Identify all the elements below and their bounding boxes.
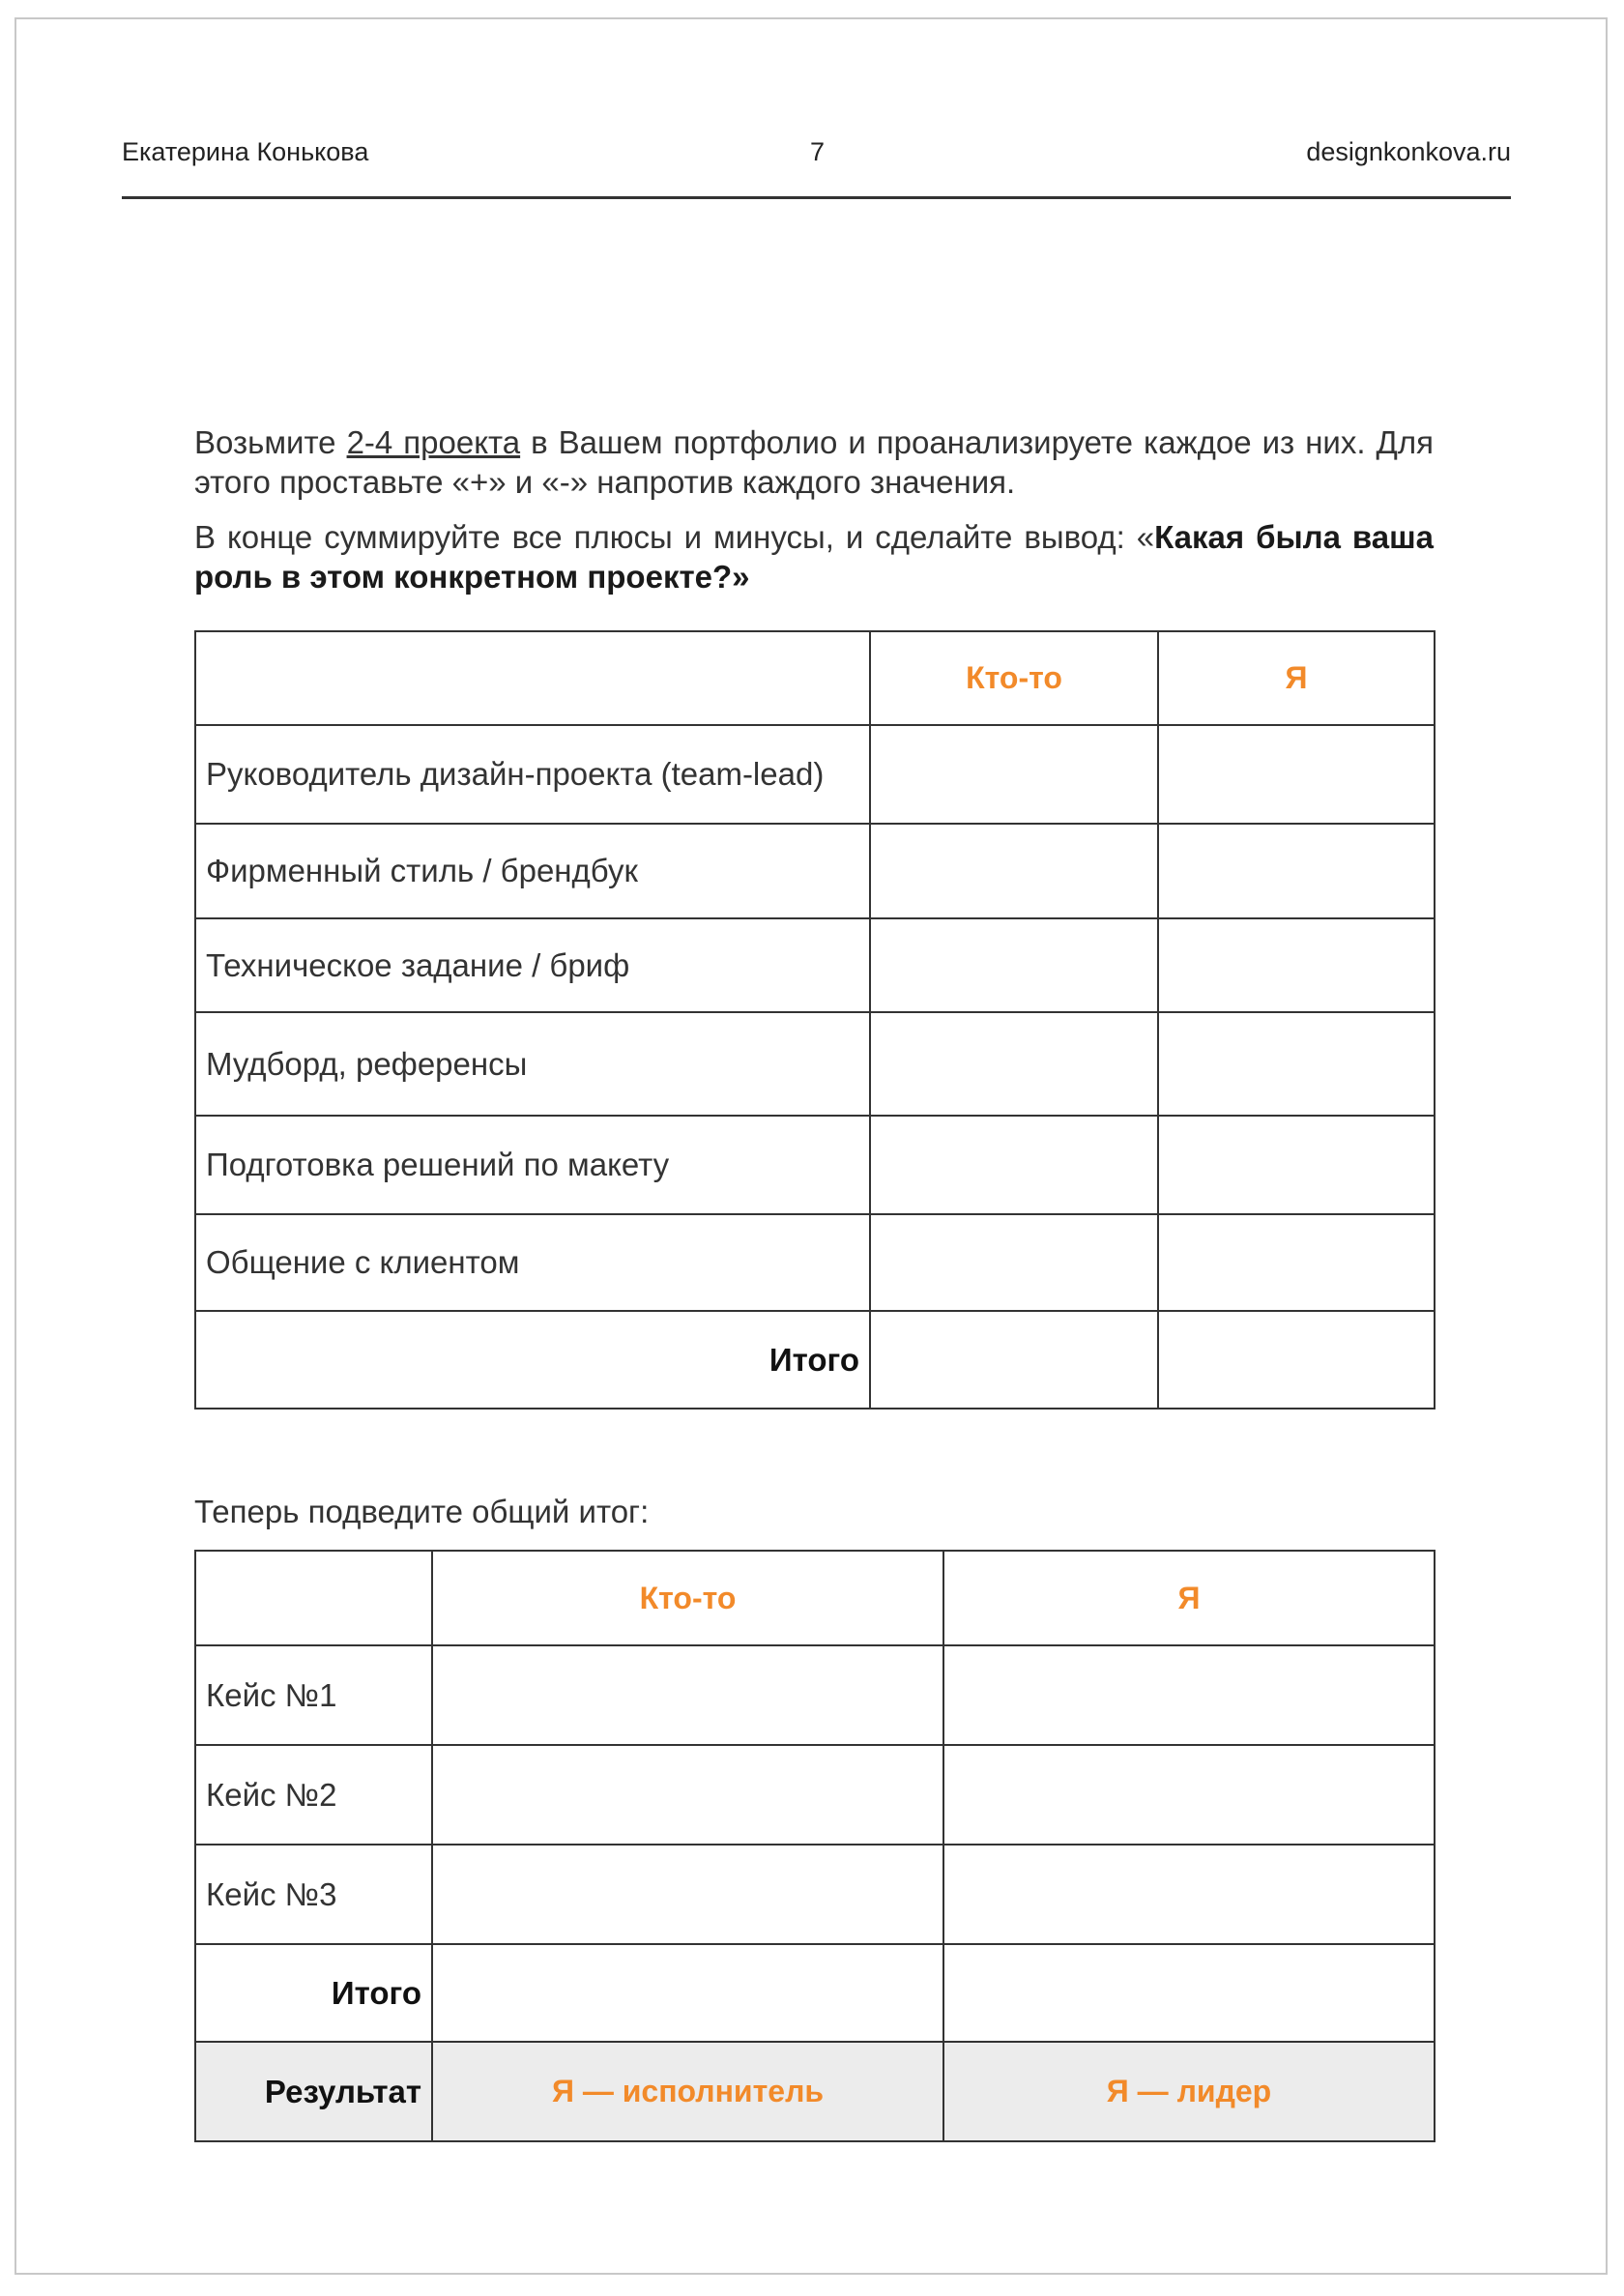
header-someone: Кто-то (432, 1551, 943, 1645)
cell-someone[interactable] (870, 1214, 1158, 1311)
header-me: Я (943, 1551, 1435, 1645)
total-me[interactable] (943, 1944, 1435, 2042)
result-leader: Я — лидер (943, 2042, 1435, 2141)
result-executor: Я — исполнитель (432, 2042, 943, 2141)
projects-count-link: 2-4 проекта (346, 424, 521, 460)
table-row (195, 918, 1435, 1012)
header-rule (122, 196, 1511, 199)
row-label: Подготовка решений по макету (195, 1116, 870, 1214)
cell-someone[interactable] (870, 918, 1158, 1012)
cell-someone[interactable] (432, 1745, 943, 1845)
header-cell (195, 1551, 432, 1645)
table-row (195, 1012, 1435, 1116)
cell-me[interactable] (1158, 918, 1435, 1012)
cell-someone[interactable] (432, 1845, 943, 1944)
cell-me[interactable] (1158, 824, 1435, 918)
cell-me[interactable] (943, 1645, 1435, 1745)
total-row (195, 1311, 1435, 1409)
case-label: Кейс №1 (195, 1645, 432, 1745)
table-header-row (195, 1551, 1435, 1645)
page-number: 7 (810, 137, 826, 166)
header-cell (195, 631, 870, 725)
header-site: designkonkova.ru (1306, 137, 1511, 166)
cell-me[interactable] (943, 1745, 1435, 1845)
header-someone: Кто-то (870, 631, 1158, 725)
table-row (195, 1745, 1435, 1845)
table-row (195, 824, 1435, 918)
table-header-row (195, 631, 1435, 725)
header-author: Екатерина Конькова (122, 137, 369, 166)
header-me: Я (1158, 631, 1435, 725)
cell-me[interactable] (1158, 1214, 1435, 1311)
total-someone[interactable] (870, 1311, 1158, 1409)
total-row (195, 1944, 1435, 2042)
cell-me[interactable] (1158, 1116, 1435, 1214)
text: В конце суммируйте все плюсы и минусы, и сделайте вывод: « (194, 519, 1155, 555)
cell-me[interactable] (1158, 725, 1435, 824)
row-label: Фирменный стиль / брендбук (195, 824, 870, 918)
cell-someone[interactable] (870, 1012, 1158, 1116)
row-label: Руководитель дизайн-проекта (team-lead) (195, 725, 870, 824)
text: в Вашем портфолио и проанализируете каждое из них. Для этого проставьте «+» и «-» напротив каждого значения. (194, 424, 1435, 500)
total-label: Итого (195, 1311, 870, 1409)
cell-me[interactable] (1158, 1012, 1435, 1116)
intro-paragraph-2 (194, 517, 1434, 596)
summary-table (194, 1550, 1436, 2142)
roles-table (194, 630, 1436, 1410)
question-text: Какая была ваша роль в этом конкретном проекте?» (194, 519, 1434, 595)
case-label: Кейс №3 (195, 1845, 432, 1944)
table-row (195, 1645, 1435, 1745)
summary-heading: Теперь подведите общий итог: (194, 1494, 650, 1529)
row-label: Техническое задание / бриф (195, 918, 870, 1012)
cell-someone[interactable] (432, 1645, 943, 1745)
cell-me[interactable] (943, 1845, 1435, 1944)
row-label: Мудборд, референсы (195, 1012, 870, 1116)
table-row (195, 1845, 1435, 1944)
row-label: Общение с клиентом (195, 1214, 870, 1311)
cell-someone[interactable] (870, 824, 1158, 918)
table-row (195, 1116, 1435, 1214)
result-row (195, 2042, 1435, 2141)
intro-paragraph-1 (194, 422, 1434, 502)
case-label: Кейс №2 (195, 1745, 432, 1845)
table-row (195, 725, 1435, 824)
cell-someone[interactable] (870, 1116, 1158, 1214)
total-label: Итого (195, 1944, 432, 2042)
cell-someone[interactable] (870, 725, 1158, 824)
table-row (195, 1214, 1435, 1311)
total-me[interactable] (1158, 1311, 1435, 1409)
total-someone[interactable] (432, 1944, 943, 2042)
text: Возьмите (194, 424, 347, 460)
result-label: Результат (195, 2042, 432, 2141)
